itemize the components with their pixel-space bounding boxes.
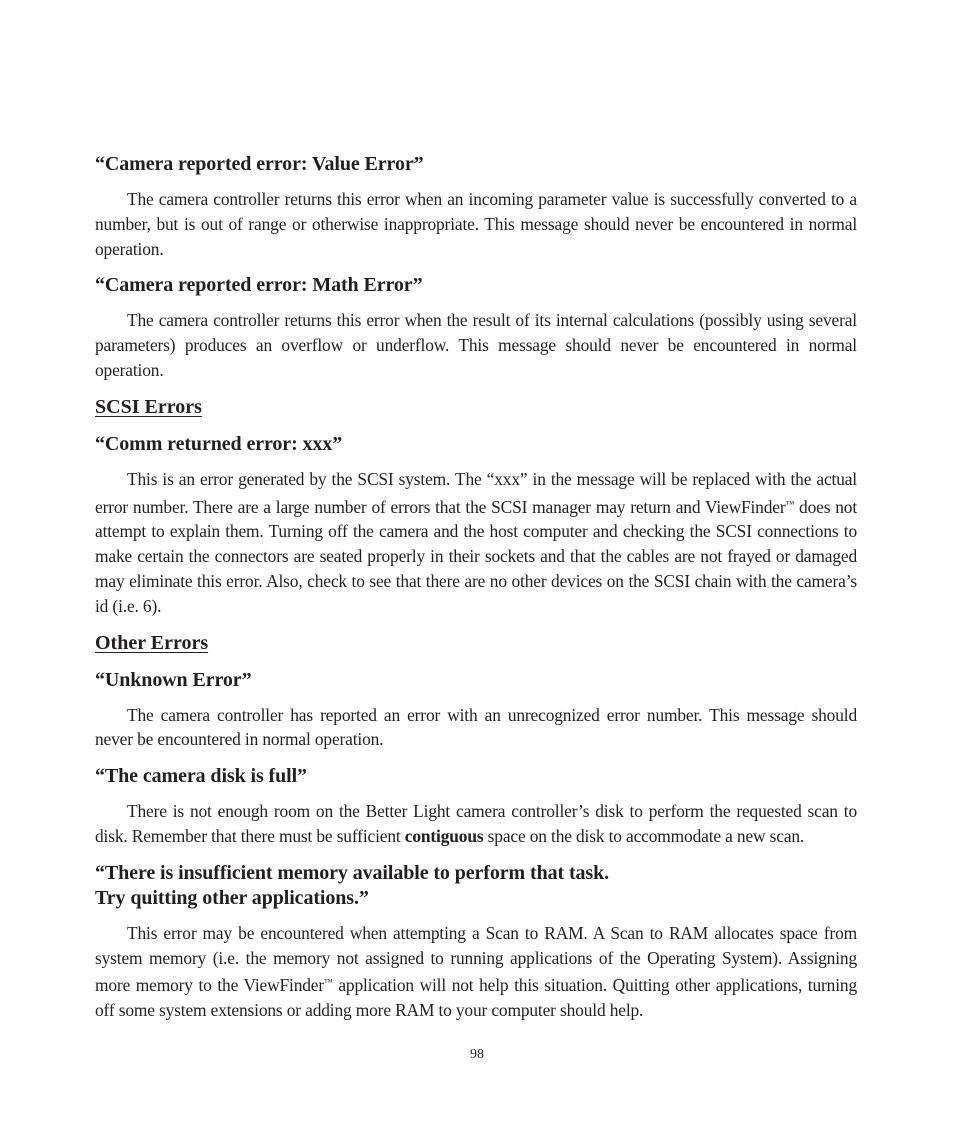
- paragraph-insufficient-memory: [95, 921, 857, 1023]
- paragraph-value-error: The camera controller returns this error when an incoming parameter value is successfully converted to a number, but is out of range or otherwise inappropriate. This message should never be encountered in normal operation.: [95, 189, 857, 259]
- paragraph-unknown-error: The camera controller has reported an error with an unrecognized error number. This message should never be encountered in normal operation.: [95, 704, 857, 750]
- heading-disk-full: “The camera disk is full”: [95, 765, 307, 788]
- heading-insufficient-memory: [95, 861, 857, 911]
- paragraph-disk-full-part1: There is not enough room on the Better Light camera controller’s disk to perform the requested scan to disk. Remember that there must be sufficient: [95, 801, 857, 846]
- paragraph-insufficient-memory-part1: This error may be encountered when attempting a Scan to RAM. A Scan to RAM allocates space from system memory (i.e. the memory not assigned to running applications of the Operating System). Assigning more memory to the ViewFinder: [95, 922, 857, 996]
- heading-unknown-error: “Unknown Error”: [95, 668, 252, 691]
- heading-comm-error: “Comm returned error: xxx”: [95, 432, 343, 455]
- paragraph-math-error: The camera controller returns this error when the result of its internal calculations (possibly using several parameters) produces an overflow or underflow. This message should never be encountered in normal operation.: [95, 310, 857, 380]
- paragraph-comm-error: [95, 467, 857, 619]
- heading-math-error: “Camera reported error: Math Error”: [95, 274, 423, 297]
- document-page: [95, 152, 857, 1023]
- heading-insufficient-memory-line1: “There is insufficient memory available to perform that task.: [95, 861, 610, 884]
- paragraph-insufficient-memory-part2: application will not help this situation. Quitting other applications, turning off some system extensions or adding more RAM to your computer should help.: [95, 975, 857, 1021]
- paragraph-comm-error-part2: does not attempt to explain them. Turning off the camera and the host computer and checking the SCSI connections to make certain the connectors are seated properly in their sockets and that the cables are not frayed or damaged may eliminate this error. Also, check to see that there are no other devices on the SCSI chain with the camera’s id (i.e. 6).: [95, 496, 857, 616]
- paragraph-disk-full: [95, 799, 857, 849]
- section-title-scsi-errors: SCSI Errors: [95, 395, 202, 418]
- trademark-symbol: ™: [324, 977, 333, 988]
- page-number: 98: [470, 1047, 484, 1062]
- paragraph-comm-error-part1: This is an error generated by the SCSI system. The “xxx” in the message will be replaced with the actual error number. There are a large number of errors that the SCSI manager may return and ViewFinder: [95, 468, 857, 517]
- paragraph-disk-full-part2: space on the disk to accommodate a new scan.: [483, 825, 805, 846]
- heading-insufficient-memory-line2: Try quitting other applications.”: [95, 886, 369, 909]
- section-title-other-errors: Other Errors: [95, 631, 209, 654]
- emphasis-contiguous: contiguous: [404, 825, 484, 846]
- trademark-symbol: ™: [785, 498, 795, 509]
- heading-value-error: “Camera reported error: Value Error”: [95, 153, 424, 175]
